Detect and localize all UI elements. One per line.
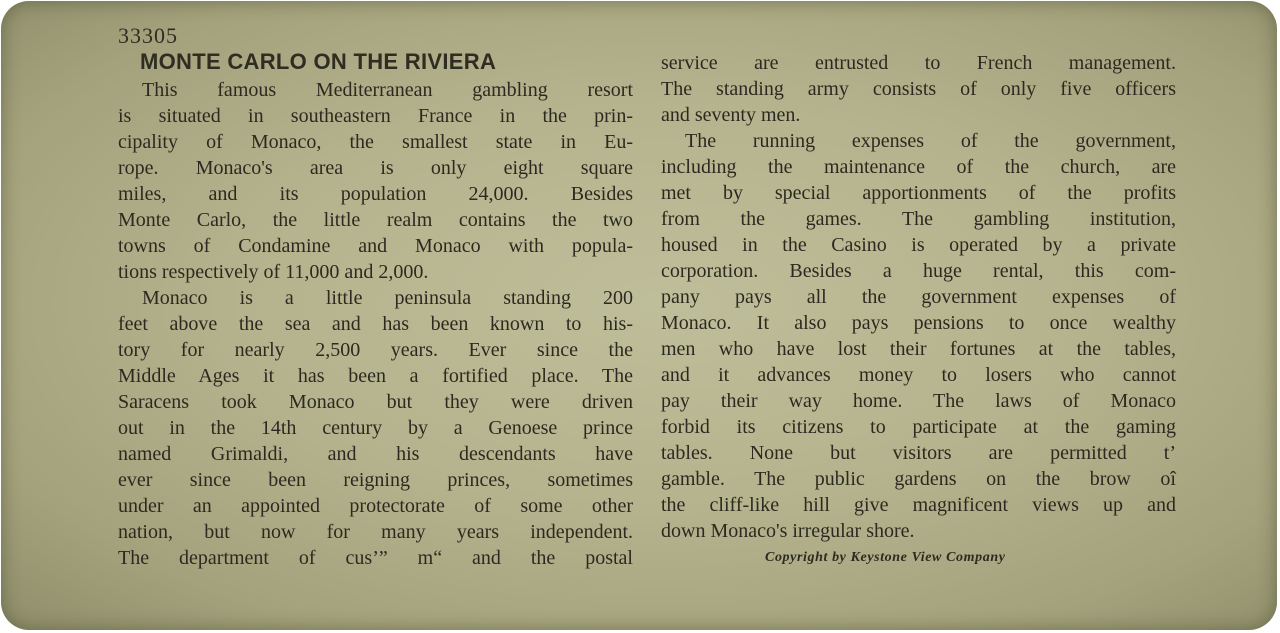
text-line: towns of Condamine and Monaco with popula- bbox=[118, 235, 633, 257]
text-line: nation, but now for many years independent. bbox=[118, 521, 633, 543]
text-line: men who have lost their fortunes at the tables, bbox=[661, 338, 1176, 360]
text-line: named Grimaldi, and his descendants have bbox=[118, 443, 633, 465]
text-line: gamble. The public gardens on the brow oî bbox=[661, 468, 1176, 490]
right-text-column bbox=[661, 50, 1176, 544]
text-line: tory for nearly 2,500 years. Ever since the bbox=[118, 339, 633, 361]
text-line: ever since been reigning princes, sometimes bbox=[118, 469, 633, 491]
text-line: tables. None but visitors are permitted t’ bbox=[661, 442, 1176, 464]
text-line: pay their way home. The laws of Monaco bbox=[661, 390, 1176, 412]
text-line: cipality of Monaco, the smallest state in Eu- bbox=[118, 131, 633, 153]
text-line: tions respectively of 11,000 and 2,000. bbox=[118, 261, 429, 283]
text-line: service are entrusted to French management. bbox=[661, 52, 1176, 74]
text-line: The running expenses of the government, bbox=[685, 130, 1176, 152]
text-line: Monte Carlo, the little realm contains the two bbox=[118, 209, 633, 231]
text-line: Monaco is a little peninsula standing 200 bbox=[142, 287, 633, 309]
text-line: and it advances money to losers who cannot bbox=[661, 364, 1176, 386]
text-line: feet above the sea and has been known to his- bbox=[118, 313, 633, 335]
text-line: pany pays all the government expenses of bbox=[661, 286, 1176, 308]
text-line: forbid its citizens to participate at the gaming bbox=[661, 416, 1176, 438]
text-line: the cliff-like hill give magnificent views up and bbox=[661, 494, 1176, 516]
text-line: rope. Monaco's area is only eight square bbox=[118, 157, 633, 179]
text-line: Monaco. It also pays pensions to once wealthy bbox=[661, 312, 1176, 334]
text-line: This famous Mediterranean gambling resort bbox=[142, 79, 633, 101]
copyright-line: Copyright by Keystone View Company bbox=[765, 550, 1006, 565]
text-line: from the games. The gambling institution, bbox=[661, 208, 1176, 230]
text-line: including the maintenance of the church, are bbox=[661, 156, 1176, 178]
text-line: miles, and its population 24,000. Besides bbox=[118, 183, 633, 205]
text-line: Saracens took Monaco but they were driven bbox=[118, 391, 633, 413]
text-line: corporation. Besides a huge rental, this com- bbox=[661, 260, 1176, 282]
catalog-number: 33305 bbox=[118, 23, 178, 48]
text-line: Middle Ages it has been a fortified place. The bbox=[118, 365, 633, 387]
text-line: out in the 14th century by a Genoese prince bbox=[118, 417, 633, 439]
text-line: housed in the Casino is operated by a private bbox=[661, 234, 1176, 256]
left-text-column bbox=[118, 77, 633, 571]
text-line: The standing army consists of only five officers bbox=[661, 78, 1176, 100]
card-title: MONTE CARLO ON THE RIVIERA bbox=[140, 49, 497, 74]
text-line: under an appointed protectorate of some other bbox=[118, 495, 633, 517]
text-line: met by special apportionments of the profits bbox=[661, 182, 1176, 204]
text-line: and seventy men. bbox=[661, 104, 801, 126]
text-line: down Monaco's irregular shore. bbox=[661, 520, 915, 542]
text-line: The department of cus’” m“ and the postal bbox=[118, 547, 633, 569]
text-line: is situated in southeastern France in the prin- bbox=[118, 105, 633, 127]
stereoview-card-back bbox=[1, 1, 1277, 630]
